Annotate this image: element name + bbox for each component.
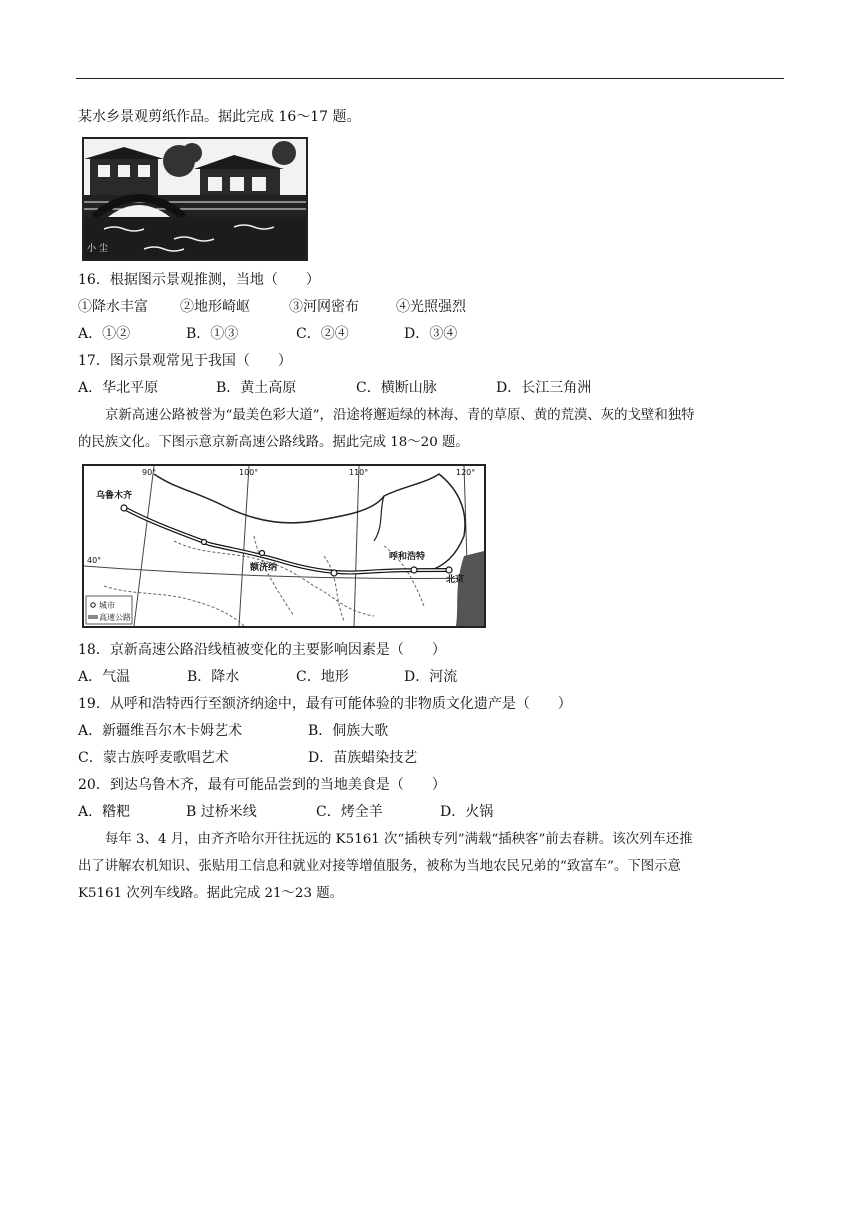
- intro-train-line1: 每年 3、4 月，由齐齐哈尔开往抚远的 K5161 次“插秧专列”满载“插秧客”前去春耕。该次列车还推: [105, 832, 693, 847]
- city-hohhot: 呼和浩特: [389, 552, 426, 562]
- map-legend: [86, 596, 132, 624]
- q20-option-b[interactable]: B 过桥米线: [186, 804, 257, 820]
- intro-highway-line2: 的民族文化。下图示意京新高速公路线路。据此完成 18～20 题。: [78, 435, 469, 450]
- q19-option-d[interactable]: D．苗族蜡染技艺: [308, 750, 418, 766]
- q17-option-c[interactable]: C．横断山脉: [356, 380, 437, 396]
- legend-city: 城市: [99, 601, 115, 610]
- q17-option-b[interactable]: B．黄土高原: [216, 380, 297, 396]
- q19-option-b[interactable]: B．侗族大歌: [308, 723, 389, 739]
- intro-train-line3: K5161 次列车线路。据此完成 21～23 题。: [78, 886, 344, 901]
- header-rule: [76, 78, 784, 79]
- legend-highway: 高速公路: [99, 613, 131, 622]
- q19-stem: 19．从呼和浩特西行至额济纳途中，最有可能体验的非物质文化遗产是（ ）: [78, 696, 572, 712]
- highway-map: [82, 464, 486, 628]
- lon-label-100: 100°: [239, 468, 259, 477]
- intro-highway-line1: 京新高速公路被誉为“最美色彩大道”，沿途将邂逅绿的林海、青的草原、黄的荒漠、灰的戈壁和独特: [105, 408, 695, 423]
- q18-option-a[interactable]: A．气温: [78, 669, 131, 685]
- city-ejina: 额济纳: [250, 563, 278, 573]
- q16-option-d[interactable]: D．③④: [404, 326, 458, 342]
- lon-label-110: 110°: [349, 468, 369, 477]
- q20-stem: 20．到达乌鲁木齐，最有可能品尝到的当地美食是（ ）: [78, 777, 446, 793]
- q17-option-a[interactable]: A．华北平原: [78, 380, 159, 396]
- q16-option-a[interactable]: A．①②: [78, 326, 131, 342]
- q16-item-4: ④光照强烈: [396, 299, 466, 315]
- city-beijing: 北京: [446, 575, 465, 585]
- q18-option-c[interactable]: C．地形: [296, 669, 349, 685]
- highway-map-svg: [84, 466, 484, 626]
- q17-stem: 17．图示景观常见于我国（ ）: [78, 353, 292, 369]
- q18-option-d[interactable]: D．河流: [404, 669, 458, 685]
- q19-option-c[interactable]: C．蒙古族呼麦歌唱艺术: [78, 750, 229, 766]
- q16-option-b[interactable]: B．①③: [186, 326, 239, 342]
- q20-option-c[interactable]: C．烤全羊: [316, 804, 383, 820]
- q20-option-d[interactable]: D．火锅: [440, 804, 494, 820]
- lat-label-40: 40°: [87, 556, 102, 565]
- city-urumqi: 乌鲁木齐: [96, 491, 133, 501]
- q18-stem: 18．京新高速公路沿线植被变化的主要影响因素是（ ）: [78, 642, 446, 658]
- intro-papercut: 某水乡景观剪纸作品。据此完成 16～17 题。: [78, 109, 361, 125]
- q19-option-a[interactable]: A．新疆维吾尔木卡姆艺术: [78, 723, 243, 739]
- q20-option-a[interactable]: A．糌粑: [78, 804, 131, 820]
- intro-train-line2: 出了讲解农机知识、张贴用工信息和就业对接等增值服务，被称为当地农民兄弟的“致富车”。下图示意: [78, 859, 681, 874]
- q16-item-1: ①降水丰富: [78, 299, 148, 315]
- papercut-caption: 小 尘: [87, 244, 108, 254]
- q16-item-3: ③河网密布: [289, 299, 359, 315]
- q17-option-d[interactable]: D．长江三角洲: [496, 380, 592, 396]
- lon-label-90: 90°: [142, 468, 157, 477]
- q16-option-c[interactable]: C．②④: [296, 326, 349, 342]
- papercut-image: [84, 139, 306, 259]
- lon-label-120: 120°: [456, 468, 476, 477]
- q18-option-b[interactable]: B．降水: [187, 669, 240, 685]
- q16-stem: 16．根据图示景观推测，当地（ ）: [78, 272, 320, 288]
- papercut-figure: [82, 137, 308, 261]
- q16-item-2: ②地形崎岖: [180, 299, 250, 315]
